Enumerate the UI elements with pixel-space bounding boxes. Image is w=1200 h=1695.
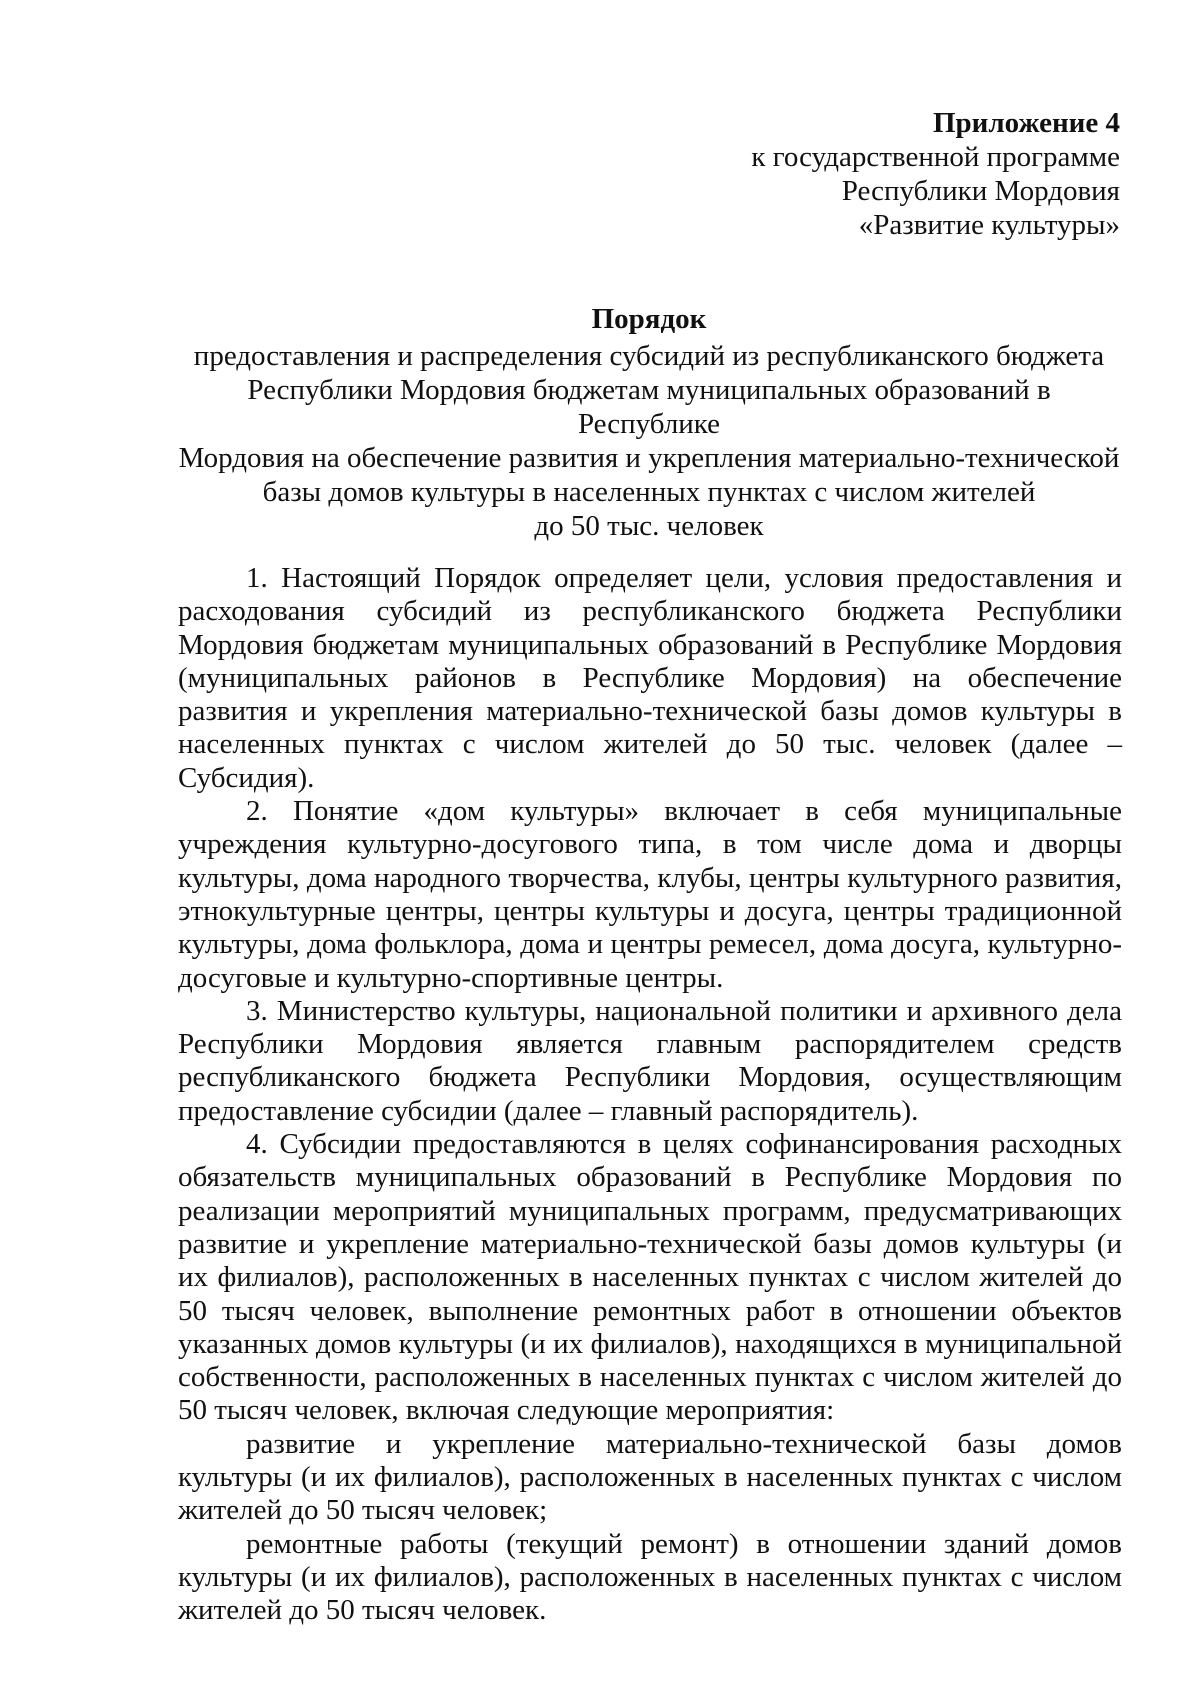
document-subtitle-line: предоставления и распределения субсидий из республиканского бюджета — [193, 340, 1105, 372]
paragraph: ремонтные работы (текущий ремонт) в отношении зданий домов культуры (и их филиалов), расположенных в населенных пунктах с числом жителей до 50 тысяч человек. — [178, 1527, 1122, 1627]
appendix-line: Республики Мордовия — [841, 175, 1120, 207]
paragraph: 4. Субсидии предоставляются в целях софинансирования расходных обязательств муниципальных образований в Республике Мордовия по реализации мероприятий муниципальных программ, предусматривающих развитие и укрепление материально-технической базы домов культуры (и их филиалов), расположенных в населенных пунктах с числом жителей до 50 тысяч человек, выполнение ремонтных работ в отношении объектов указанных домов культуры (и их филиалов), находящихся в муниципальной собственности, расположенных в населенных пунктах с числом жителей до 50 тысяч человек, включая следующие мероприятия: — [178, 1128, 1122, 1427]
paragraph: развитие и укрепление материально-технической базы домов культуры (и их филиалов), расположенных в населенных пунктах с числом жителей до 50 тысяч человек; — [178, 1427, 1122, 1527]
appendix-line: «Развитие культуры» — [858, 209, 1120, 241]
document-subtitle-line: до 50 тыс. человек — [534, 510, 764, 542]
paragraph: 1. Настоящий Порядок определяет цели, условия предоставления и расходования субсидий из республиканского бюджета Республики Мордовия бюджетам муниципальных образований в Республике Мордовия (муниципальных районов в Республике Мордовия) на обеспечение развития и укрепления материально-технической базы домов культуры в населенных пунктах с числом жителей до 50 тыс. человек (далее – Субсидия). — [178, 562, 1122, 794]
appendix-line: к государственной программе — [751, 141, 1120, 173]
appendix-title: Приложение 4 — [933, 107, 1120, 139]
paragraph: 2. Понятие «дом культуры» включает в себя муниципальные учреждения культурно-досугового типа, в том числе дома и дворцы культуры, дома народного творчества, клубы, центры культурного развития, этнокультурные центры, центры культуры и досуга, центры традиционной культуры, дома фольклора, дома и центры ремесел, дома досуга, культурно-досуговые и культурно-спортивные центры. — [178, 795, 1122, 994]
paragraph: 3. Министерство культуры, национальной политики и архивного дела Республики Мордовия является главным распорядителем средств республиканского бюджета Республики Мордовия, осуществляющим предоставление субсидии (далее – главный распорядитель). — [178, 994, 1122, 1127]
appendix-header — [520, 106, 1120, 242]
document-title-block — [178, 302, 1120, 543]
document-title: Порядок — [591, 303, 707, 335]
document-body — [178, 562, 1122, 1628]
document-subtitle-line: Мордовия на обеспечение развития и укрепления материально-технической — [178, 442, 1120, 474]
document-subtitle-line: базы домов культуры в населенных пунктах с числом жителей — [262, 476, 1036, 508]
document-subtitle-line: Республики Мордовия бюджетам муниципальных образований в Республике — [247, 374, 1051, 440]
